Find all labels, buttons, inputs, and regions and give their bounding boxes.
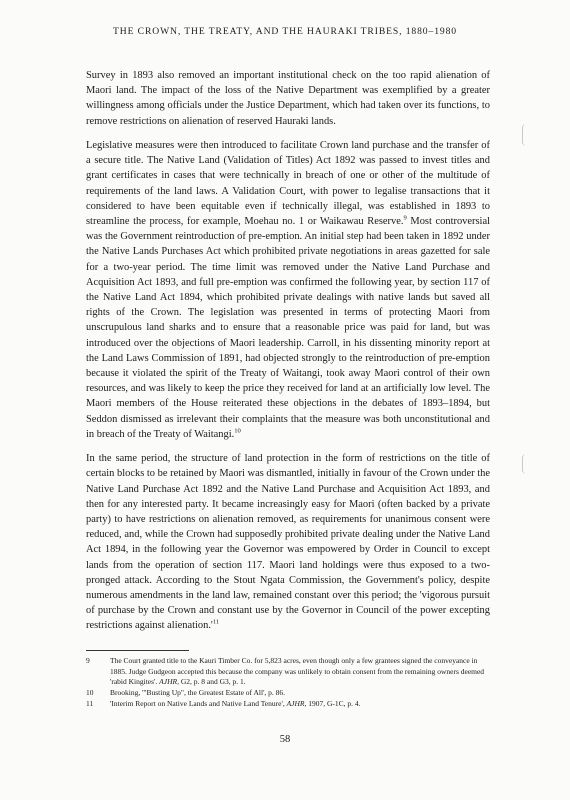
margin-scan-mark xyxy=(522,454,528,474)
footnotes xyxy=(86,656,490,710)
footnote-ref-10[interactable]: 10 xyxy=(234,427,241,435)
footnote-number: 10 xyxy=(86,688,94,698)
footnote-number: 9 xyxy=(86,656,90,665)
paragraph-2-text-a: Legislative measures were then introduced to facilitate Crown land purchase and the transfer of a secure title. The Native Land (Validation of Titles) Act 1892 was passed to invest titles and grant certificates in cases that were technically in breach of one or other of the multitude of requirements of the land laws. A Validation Court, with power to legalise transactions that it considered to have been equitable even if technically illegal, was established in 1893 to streamline the process, for example, Moehau no. 1 or Waikawau Reserve. xyxy=(86,140,490,228)
footnote-10 xyxy=(86,688,490,699)
footnote-text-segment: The Court granted title to the Kauri Timber Co. for 5,823 acres, even though only a few grantees signed the conveyance in 1885. Judge Gudgeon accepted this because the company was unlikely to obtain consent from the remaining owners deemed 'rabid Kingites'. xyxy=(110,656,485,687)
margin-scan-mark xyxy=(522,124,528,146)
page-number: 58 xyxy=(279,734,291,745)
footnote-text-segment: 'Interim Report on Native Lands and Native Land Tenure', xyxy=(110,698,287,708)
footnote-11 xyxy=(86,699,490,710)
footnote-text xyxy=(110,699,490,710)
paragraph-3 xyxy=(86,451,490,633)
footnote-text xyxy=(110,688,490,699)
footnote-ref-9[interactable]: 9 xyxy=(403,214,407,222)
footnote-number: 11 xyxy=(86,698,94,708)
paragraph-2 xyxy=(86,138,490,442)
body-text xyxy=(86,68,490,643)
footnote-text-segment: , G2, p. 8 and G3, p. 1. xyxy=(177,677,246,687)
footnote-text-segment: , 1907, G-1C, p. 4. xyxy=(304,698,361,708)
paragraph-2-text-b: Most controversial was the Government reintroduction of pre-emption. An initial step had been taken in 1892 under the Native Lands Purchases Act which prohibited private negotiations in areas gazetted for sale for a two-year period. The time limit was removed under the Native Land Purchase and Acquisition Act 1893, and full pre-emption was confirmed the following year, by section 117 of the Native Land Act 1894, which prohibited private dealings with native lands but saved all rights of the Crown. The legislation was presented in terms of protecting Maori from unscrupulous land sharks and to ensure that a reasonable price was paid for land, but was introduced over the objections of Maori leadership. Carroll, in his dissenting minority report at the Land Laws Commission of 1891, had objected strongly to the reintroduction of pre-emption because it violated the spirit of the Treaty of Waitangi, took away Maori control of their own resources, and was likely to keep the price they received for land at an artificially low level. The Maori members of the House reiterated these objections in the debates of 1893–1894, but Seddon dismissed as irrelevant their complaints that the measure was both unconstitutional and in breach of the Treaty of Waitangi. xyxy=(86,216,490,440)
footnote-text xyxy=(110,656,490,688)
footnote-citation-italic: AJHR xyxy=(286,698,305,708)
footnote-divider xyxy=(86,650,189,651)
paragraph-1 xyxy=(86,68,490,129)
footnote-ref-11[interactable]: 11 xyxy=(212,619,220,626)
paragraph-1-text: Survey in 1893 also removed an important institutional check on the too rapid alienation of Maori land. The impact of the loss of the Native Department was exemplified by a greater willingness among officials under the Justice Department, which had taken over its functions, to remove restrictions on alienation of reserved Hauraki lands. xyxy=(86,70,490,127)
footnote-citation-italic: AJHR xyxy=(159,677,178,687)
paragraph-3-text: In the same period, the structure of land protection in the form of restrictions on the title of certain blocks to be retained by Maori was dismantled, initially in favour of the Crown under the Native Land Purchase Act 1892 and the Native Land Purchase and Acquisition Act 1893, and then for any interested party. It became increasingly easy for Maori (often backed by a private party) to have restrictions on alienation removed, as requirements for unanimous consent were reduced, and, while the Crown had supposedly prohibited private dealing under the Native Land Act 1894, in the following year the Governor was empowered by Order in Council to except lands from the operation of section 117. Maori land holdings were thus exposed to a two-pronged attack. According to the Stout Ngata Commission, the Government's policy, despite numerous amendments in the land law, remained constant over this period; the 'vigorous pursuit of purchase by the Crown and constant use by the Governor in Council of the power excepting restrictions against alienation.' xyxy=(86,453,490,632)
footnote-9 xyxy=(86,656,490,688)
running-head: THE CROWN, THE TREATY, AND THE HAURAKI TRIBES, 1880–1980 xyxy=(113,26,457,37)
footnote-text-segment: Brooking, '"Busting Up", the Greatest Estate of All', p. 86. xyxy=(110,688,286,698)
